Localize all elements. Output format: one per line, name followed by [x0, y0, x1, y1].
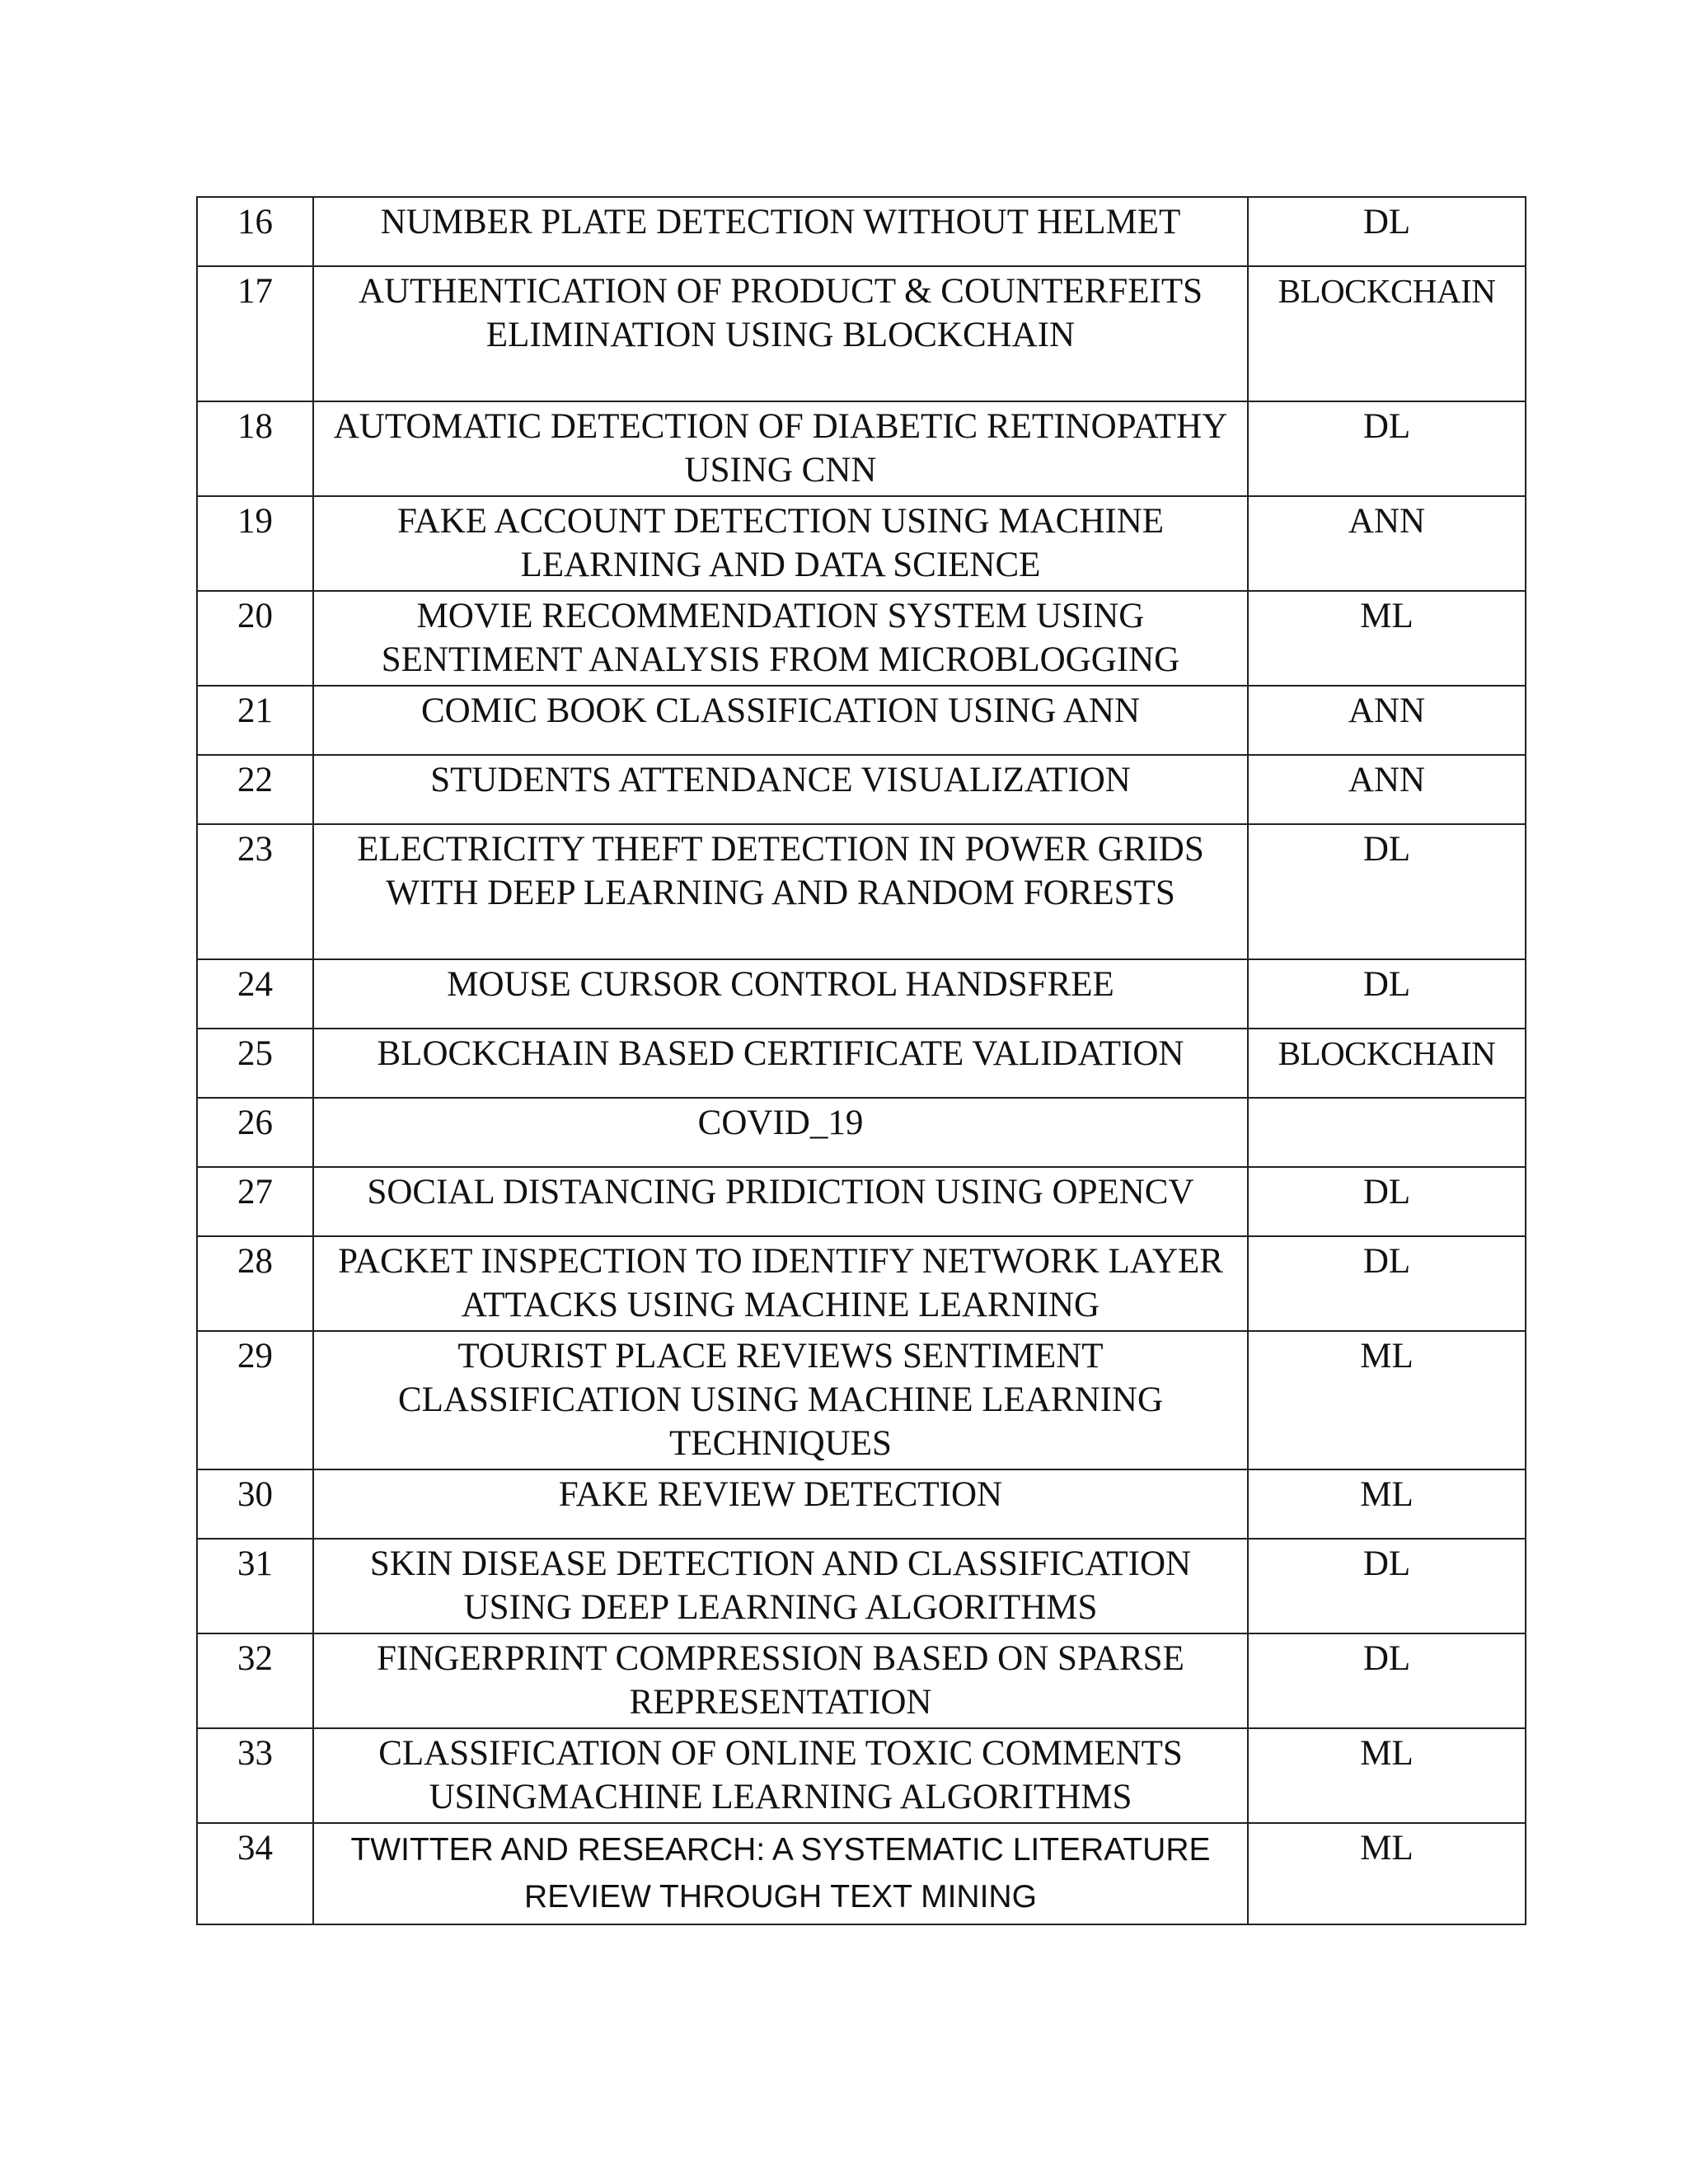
- table-row: [197, 1823, 1526, 1924]
- project-category: ML: [1248, 1331, 1526, 1469]
- row-number: 32: [197, 1633, 313, 1728]
- table-row: [197, 1236, 1526, 1331]
- project-title: SOCIAL DISTANCING PRIDICTION USING OPENCV: [313, 1167, 1248, 1236]
- project-title: NUMBER PLATE DETECTION WITHOUT HELMET: [313, 197, 1248, 266]
- row-number: 18: [197, 401, 313, 496]
- row-number: 25: [197, 1029, 313, 1098]
- project-title: PACKET INSPECTION TO IDENTIFY NETWORK LAYER ATTACKS USING MACHINE LEARNING: [313, 1236, 1248, 1331]
- project-title: COMIC BOOK CLASSIFICATION USING ANN: [313, 686, 1248, 755]
- table-row: [197, 686, 1526, 755]
- project-title: MOVIE RECOMMENDATION SYSTEM USING SENTIMENT ANALYSIS FROM MICROBLOGGING: [313, 591, 1248, 686]
- project-title: FINGERPRINT COMPRESSION BASED ON SPARSE REPRESENTATION: [313, 1633, 1248, 1728]
- table-row: [197, 1331, 1526, 1469]
- table-row: [197, 959, 1526, 1029]
- row-number: 27: [197, 1167, 313, 1236]
- table-row: [197, 1098, 1526, 1167]
- project-category: DL: [1248, 1633, 1526, 1728]
- row-number: 21: [197, 686, 313, 755]
- row-number: 20: [197, 591, 313, 686]
- row-number: 17: [197, 266, 313, 401]
- project-category: DL: [1248, 1236, 1526, 1331]
- project-category: DL: [1248, 959, 1526, 1029]
- project-title: COVID_19: [313, 1098, 1248, 1167]
- row-number: 19: [197, 496, 313, 591]
- project-category: DL: [1248, 1539, 1526, 1633]
- row-number: 23: [197, 824, 313, 959]
- project-title: CLASSIFICATION OF ONLINE TOXIC COMMENTS USINGMACHINE LEARNING ALGORITHMS: [313, 1728, 1248, 1823]
- project-category: [1248, 1098, 1526, 1167]
- table-row: [197, 1167, 1526, 1236]
- table-row: [197, 755, 1526, 824]
- row-number: 26: [197, 1098, 313, 1167]
- project-title: BLOCKCHAIN BASED CERTIFICATE VALIDATION: [313, 1029, 1248, 1098]
- row-number: 31: [197, 1539, 313, 1633]
- row-number: 30: [197, 1469, 313, 1539]
- row-number: 28: [197, 1236, 313, 1331]
- project-category: ANN: [1248, 686, 1526, 755]
- project-category: ML: [1248, 1728, 1526, 1823]
- project-category: ML: [1248, 591, 1526, 686]
- project-title: FAKE ACCOUNT DETECTION USING MACHINE LEARNING AND DATA SCIENCE: [313, 496, 1248, 591]
- project-category: ML: [1248, 1823, 1526, 1924]
- project-category: BLOCKCHAIN: [1248, 266, 1526, 401]
- table-row: [197, 1469, 1526, 1539]
- table-row: [197, 496, 1526, 591]
- table-row: [197, 824, 1526, 959]
- project-category: ML: [1248, 1469, 1526, 1539]
- table-row: [197, 197, 1526, 266]
- table-row: [197, 591, 1526, 686]
- project-title: MOUSE CURSOR CONTROL HANDSFREE: [313, 959, 1248, 1029]
- project-category: DL: [1248, 1167, 1526, 1236]
- row-number: 24: [197, 959, 313, 1029]
- table-row: [197, 1728, 1526, 1823]
- project-title: AUTOMATIC DETECTION OF DIABETIC RETINOPATHY USING CNN: [313, 401, 1248, 496]
- project-table: [196, 196, 1526, 1925]
- project-category: DL: [1248, 824, 1526, 959]
- table-row: [197, 1633, 1526, 1728]
- project-category: BLOCKCHAIN: [1248, 1029, 1526, 1098]
- project-title: FAKE REVIEW DETECTION: [313, 1469, 1248, 1539]
- project-title: SKIN DISEASE DETECTION AND CLASSIFICATION USING DEEP LEARNING ALGORITHMS: [313, 1539, 1248, 1633]
- project-title: TOURIST PLACE REVIEWS SENTIMENT CLASSIFICATION USING MACHINE LEARNING TECHNIQUES: [313, 1331, 1248, 1469]
- table-row: [197, 1539, 1526, 1633]
- project-table-body: [197, 197, 1526, 1924]
- table-row: [197, 401, 1526, 496]
- project-title: TWITTER AND RESEARCH: A SYSTEMATIC LITERATURE REVIEW THROUGH TEXT MINING: [313, 1823, 1248, 1924]
- row-number: 33: [197, 1728, 313, 1823]
- row-number: 34: [197, 1823, 313, 1924]
- project-title: AUTHENTICATION OF PRODUCT & COUNTERFEITS ELIMINATION USING BLOCKCHAIN: [313, 266, 1248, 401]
- row-number: 29: [197, 1331, 313, 1469]
- project-category: DL: [1248, 197, 1526, 266]
- project-title: STUDENTS ATTENDANCE VISUALIZATION: [313, 755, 1248, 824]
- project-category: DL: [1248, 401, 1526, 496]
- row-number: 22: [197, 755, 313, 824]
- table-row: [197, 266, 1526, 401]
- project-category: ANN: [1248, 755, 1526, 824]
- project-category: ANN: [1248, 496, 1526, 591]
- row-number: 16: [197, 197, 313, 266]
- project-title: ELECTRICITY THEFT DETECTION IN POWER GRIDS WITH DEEP LEARNING AND RANDOM FORESTS: [313, 824, 1248, 959]
- table-row: [197, 1029, 1526, 1098]
